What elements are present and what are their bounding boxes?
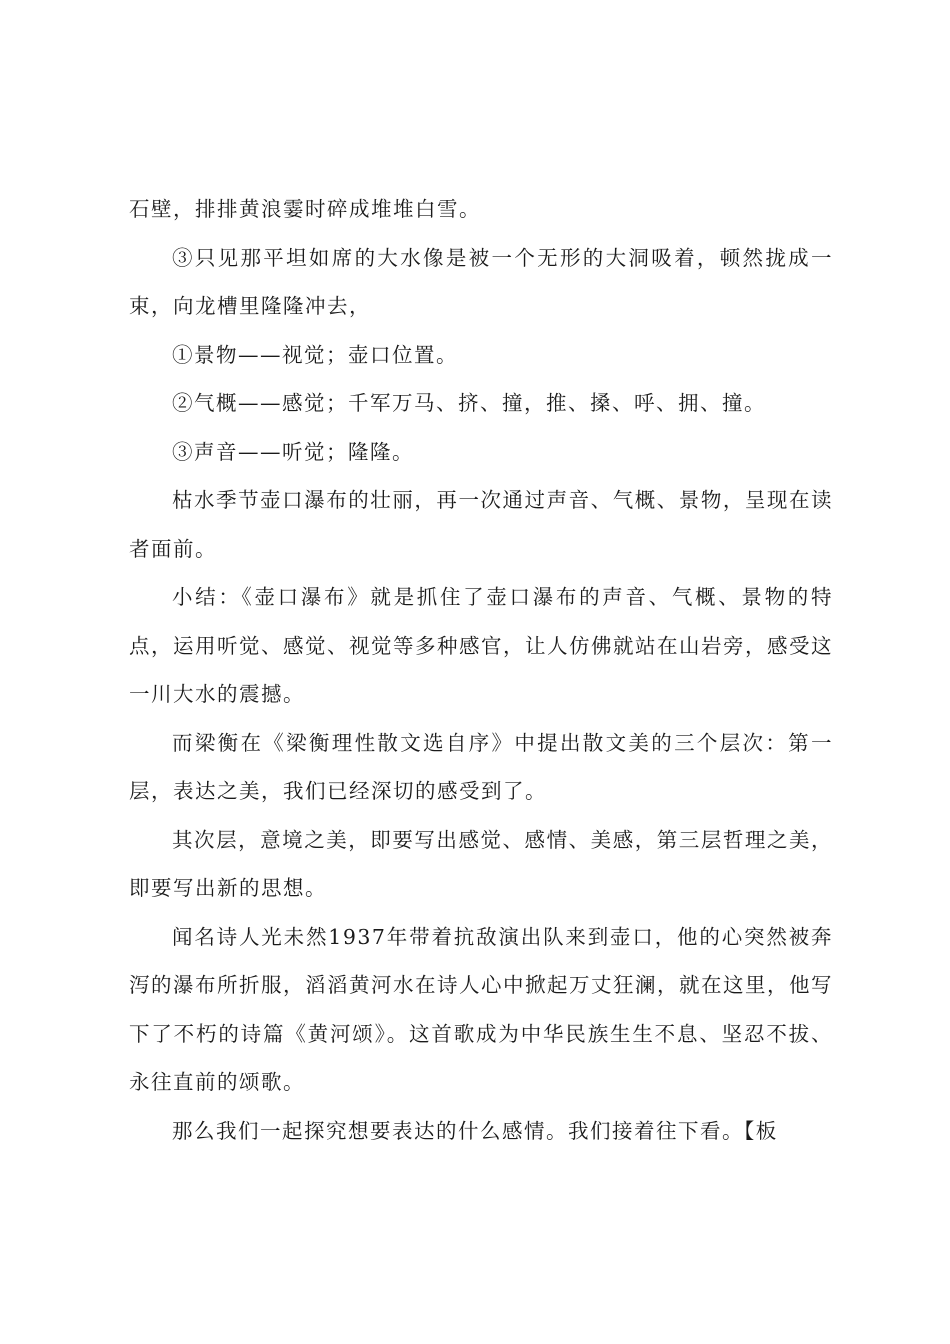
paragraph-sound: ③声音——听觉；隆隆。 — [172, 439, 414, 464]
document-body — [129, 185, 833, 1155]
paragraph-scenery: ①景物——视觉；壶口位置。 — [172, 342, 458, 367]
paragraph-three-levels: 而梁衡在《梁衡理性散文选自序》中提出散文美的三个层次：第一层，表达之美，我们已经深切的感受到了。 — [129, 730, 833, 803]
paragraph-second-level: 其次层，意境之美，即要写出感觉、感情、美感，第三层哲理之美，即要写出新的思想。 — [129, 827, 833, 900]
paragraph-poet: 闻名诗人光未然1937年带着抗敌演出队来到壶口，他的心突然被奔泻的瀑布所折服，滔滔黄河水在诗人心中掀起万丈狂澜，就在这里，他写下了不朽的诗篇《黄河颂》。这首歌成为中华民族生生不息、坚忍不拔、永往直前的颂歌。 — [129, 924, 833, 1094]
paragraph-explore: 那么我们一起探究想要表达的什么感情。我们接着往下看。【板 — [172, 1118, 778, 1143]
paragraph-momentum: ②气概——感觉；千军万马、挤、撞，推、搡、呼、拥、撞。 — [172, 391, 766, 415]
paragraph-continuation: 石壁，排排黄浪霎时碎成堆堆白雪。 — [129, 197, 481, 221]
paragraph-dry-season: 枯水季节壶口瀑布的壮丽，再一次通过声音、气概、景物，呈现在读者面前。 — [129, 488, 833, 561]
paragraph-summary: 小结：《壶口瀑布》就是抓住了壶口瀑布的声音、气概、景物的特点，运用听觉、感觉、视觉等多种感官，让人仿佛就站在山岩旁，感受这一川大水的震撼。 — [129, 585, 833, 706]
paragraph-quote-3: ③只见那平坦如席的大水像是被一个无形的大洞吸着，顿然拢成一束，向龙槽里隆隆冲去， — [129, 245, 833, 318]
